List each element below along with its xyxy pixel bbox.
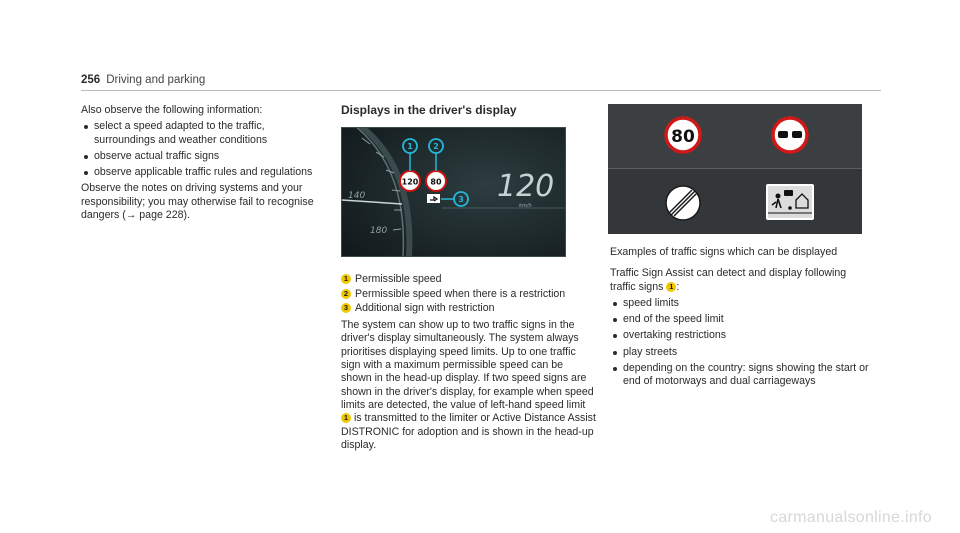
header-divider: [81, 90, 881, 91]
callout-number: 3: [458, 195, 464, 205]
legend-item: 2 Permissible speed when there is a restriction: [341, 288, 596, 301]
bullet-icon: [613, 367, 617, 371]
sign-value: 80: [430, 177, 442, 187]
scale-label: 140: [348, 191, 366, 202]
traffic-signs-illustration: [608, 104, 862, 234]
info-bullet-list: [81, 120, 326, 179]
speed-readout: 120: [497, 169, 555, 205]
bullet-icon: [613, 351, 617, 355]
no-overtaking-sign-icon: [773, 118, 807, 152]
sign-value: 120: [401, 177, 419, 187]
bullet-icon: [613, 318, 617, 322]
image-caption: Examples of traffic signs which can be displayed: [610, 246, 838, 258]
callout-number: 1: [407, 142, 413, 152]
column-right: [610, 104, 872, 392]
callout-badge: 3: [341, 303, 351, 313]
legend-item: 1 Permissible speed: [341, 273, 596, 286]
end-of-speed-limit-sign-icon: [666, 186, 700, 220]
callout-badge: 2: [341, 289, 351, 299]
responsibility-note: Observe the notes on driving systems and your responsibility; you may otherwise fail to recognise dangers (→ page 228).: [81, 182, 314, 222]
list-item: speed limits: [610, 297, 872, 310]
section-heading: Displays in the driver's display: [341, 103, 517, 117]
bullet-icon: [84, 125, 88, 129]
drivers-display-illustration: [342, 128, 565, 256]
list-item: select a speed adapted to the traffic, surroundings and weather conditions: [81, 120, 326, 147]
intro-text: Traffic Sign Assist can detect and display following traffic signs 1 :: [610, 267, 847, 293]
scale-label: 180: [370, 226, 388, 237]
signs-row-background: [608, 104, 862, 168]
legend-item: 3 Additional sign with restriction: [341, 302, 596, 315]
callout-badge: 1: [666, 282, 676, 292]
list-item: end of the speed limit: [610, 313, 872, 326]
list-item: observe applicable traffic rules and regulations: [81, 166, 326, 179]
body-paragraph: The system can show up to two traffic signs in the driver's display simultaneously. The system always prioritises displaying speed limits. Up to one traffic sign with a maximum permissible speed can be shown in the head-up display. If two speed signs are shown in the driver's display, for example when speed limits are detected, the value of left-hand speed limit 1 is transmitted to the limiter or Active Distance Assist DISTRONIC for adoption and is shown in the head-up display.: [341, 319, 596, 451]
callout-badge: 1: [341, 274, 351, 284]
column-middle: [341, 104, 596, 455]
page-header: [81, 74, 205, 86]
speed-unit: km/h: [519, 203, 532, 210]
section-title: Driving and parking: [106, 74, 206, 86]
list-item: play streets: [610, 346, 872, 359]
traffic-signs-image: [608, 104, 862, 234]
play-street-sign-icon: [766, 184, 814, 220]
callout-number: 2: [433, 142, 439, 152]
list-item: overtaking restrictions: [610, 329, 872, 342]
list-item: observe actual traffic signs: [81, 150, 326, 163]
column-left: [81, 104, 326, 225]
intro-text: Also observe the following information:: [81, 104, 263, 116]
watermark: carmanualsonline.info: [770, 509, 932, 526]
drivers-display-image: [341, 127, 566, 257]
bullet-icon: [84, 155, 88, 159]
bullet-icon: [613, 302, 617, 306]
bullet-icon: [84, 171, 88, 175]
bullet-icon: [613, 334, 617, 338]
signs-row-background: [608, 169, 862, 234]
sign-types-list: [610, 297, 872, 389]
page-number: 256: [81, 74, 101, 86]
sign-value: 80: [671, 127, 695, 147]
callout-badge: 1: [341, 413, 351, 423]
list-item: depending on the country: signs showing the start or end of motorways and dual carriageways: [610, 362, 872, 389]
